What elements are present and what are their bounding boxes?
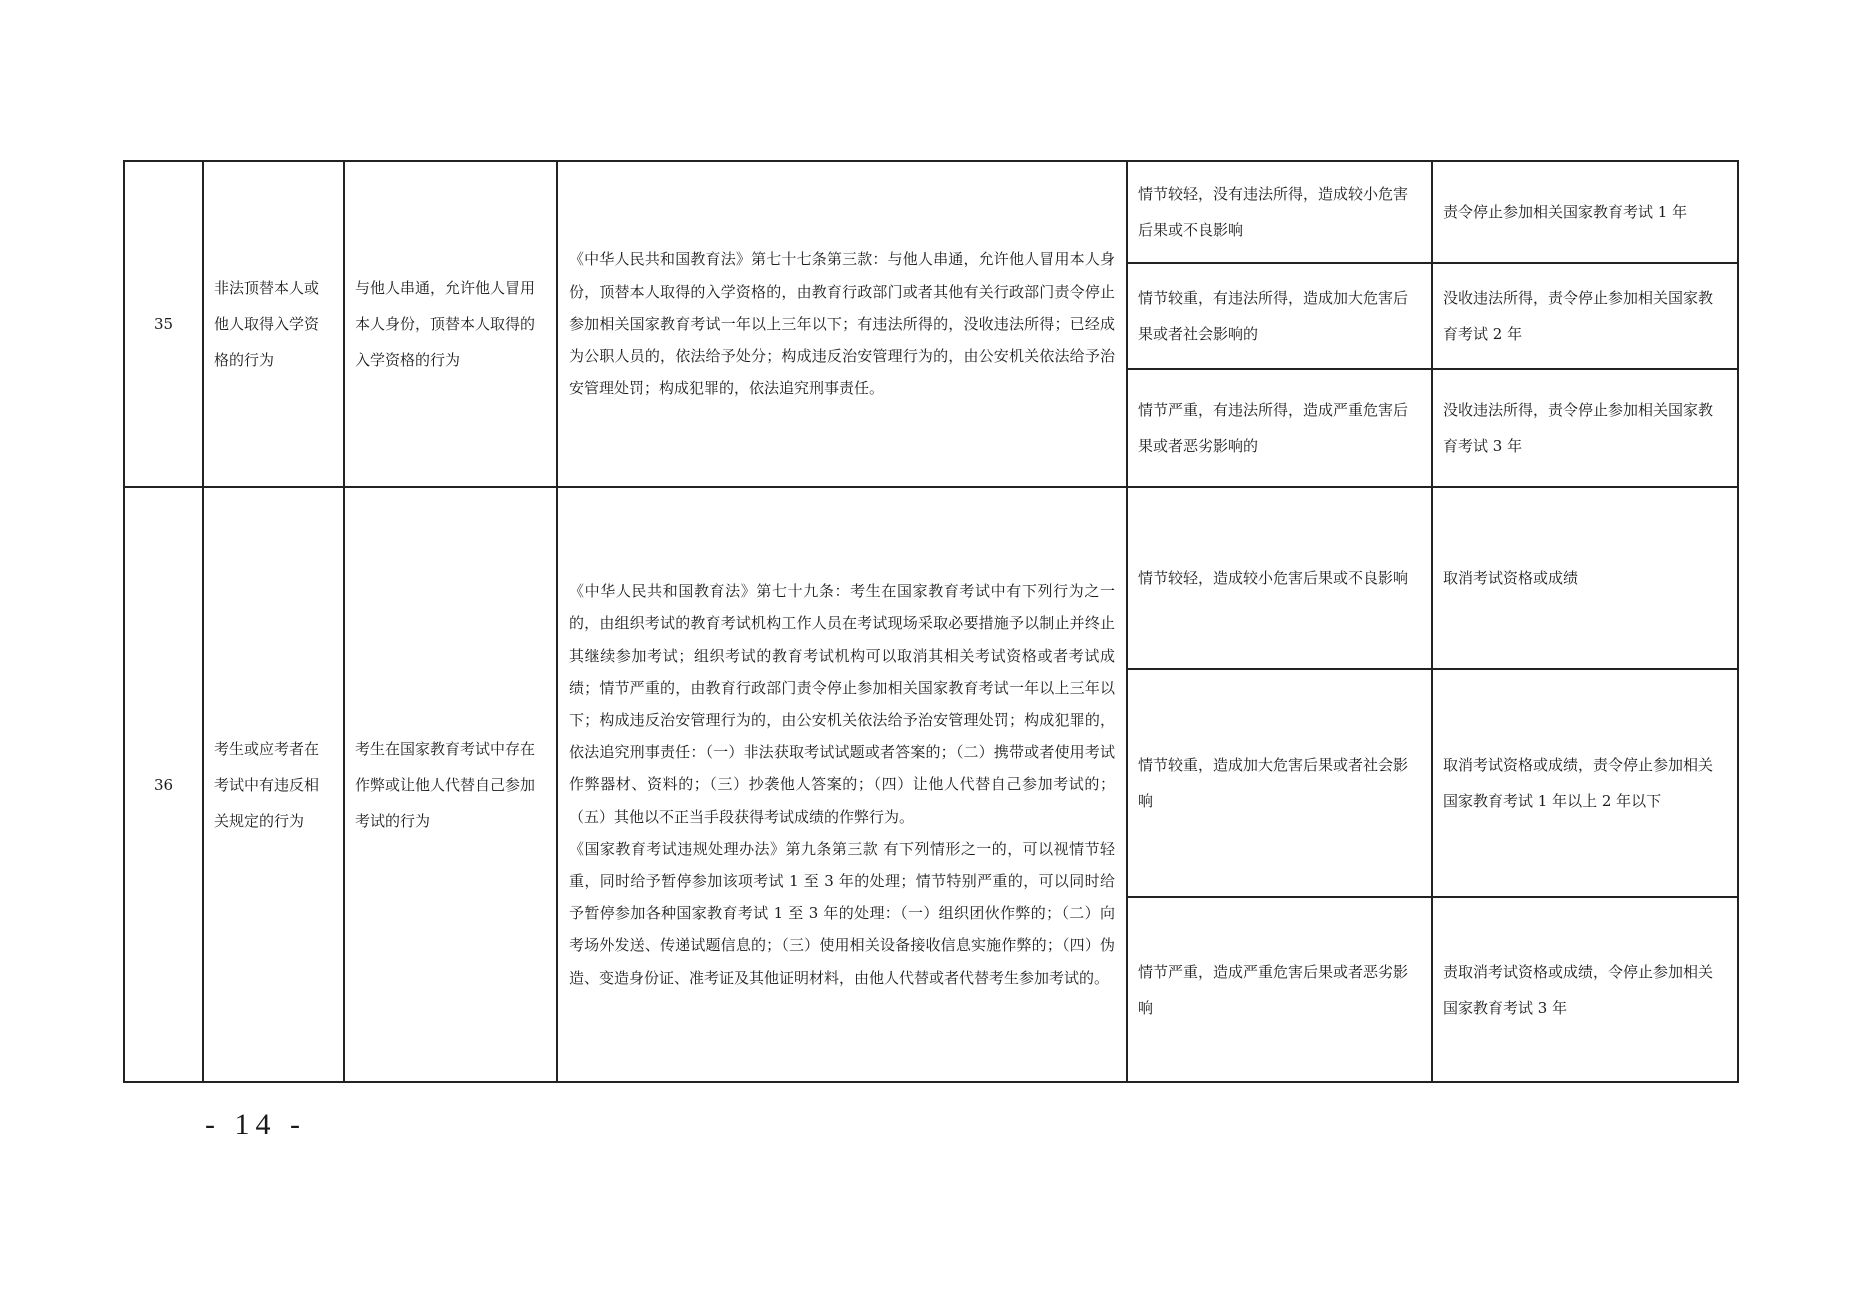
legal-basis-paragraph: 《中华人民共和国教育法》第七十九条：考生在国家教育考试中有下列行为之一的，由组织考试的教育考试机构工作人员在考试现场采取必要措施予以制止并终止其继续参加考试；组织考试的教育考试机构可以取消其相关考试资格或者考试成绩；情节严重的，由教育行政部门责令停止参加相关国家教育考试一年以上三年以下；构成违反治安管理行为的，由公安机关依法给予治安管理处罚；构成犯罪的，依法追究刑事责任：（一）非法获取考试试题或者答案的；（二）携带或者使用考试作弊器材、资料的；（三）抄袭他人答案的；（四）让他人代替自己参加考试的；（五）其他以不正当手段获得考试成绩的作弊行为。	[569, 582, 1115, 826]
page-number: - 14 -	[205, 1108, 306, 1141]
violation-behavior: 考生或应考者在考试中有违反相关规定的行为	[203, 487, 344, 1082]
violation-description: 考生在国家教育考试中存在作弊或让他人代替自己参加考试的行为	[344, 487, 557, 1082]
penalty: 责令停止参加相关国家教育考试 1 年	[1432, 161, 1738, 263]
penalty: 没收违法所得，责令停止参加相关国家教育考试 2 年	[1432, 263, 1738, 369]
circumstance: 情节较轻，造成较小危害后果或不良影响	[1127, 487, 1432, 669]
penalty: 取消考试资格或成绩，责令停止参加相关国家教育考试 1 年以上 2 年以下	[1432, 669, 1738, 897]
violation-description: 与他人串通，允许他人冒用本人身份，顶替本人取得的入学资格的行为	[344, 161, 557, 487]
circumstance: 情节严重，有违法所得，造成严重危害后果或者恶劣影响的	[1127, 369, 1432, 487]
row-number: 36	[124, 487, 203, 1082]
penalty: 没收违法所得，责令停止参加相关国家教育考试 3 年	[1432, 369, 1738, 487]
penalty: 责取消考试资格或成绩，令停止参加相关国家教育考试 3 年	[1432, 897, 1738, 1082]
legal-basis-paragraph: 《中华人民共和国教育法》第七十七条第三款：与他人串通，允许他人冒用本人身份，顶替本人取得的入学资格的，由教育行政部门或者其他有关行政部门责令停止参加相关国家教育考试一年以上三年以下；有违法所得的，没收违法所得；已经成为公职人员的，依法给予处分；构成违反治安管理行为的，由公安机关依法给予治安管理处罚；构成犯罪的，依法追究刑事责任。	[569, 250, 1115, 398]
penalty: 取消考试资格或成绩	[1432, 487, 1738, 669]
legal-basis	[557, 487, 1127, 1082]
penalty-standards-table	[123, 160, 1739, 1083]
circumstance: 情节较重，有违法所得，造成加大危害后果或者社会影响的	[1127, 263, 1432, 369]
violation-behavior: 非法顶替本人或他人取得入学资格的行为	[203, 161, 344, 487]
circumstance: 情节较重，造成加大危害后果或者社会影响	[1127, 669, 1432, 897]
circumstance: 情节严重，造成严重危害后果或者恶劣影响	[1127, 897, 1432, 1082]
legal-basis-paragraph: 《国家教育考试违规处理办法》第九条第三款 有下列情形之一的，可以视情节轻重，同时给予暂停参加该项考试 1 至 3 年的处理；情节特别严重的，可以同时给予暂停参加各种国家教育考试 1 至 3 年的处理：（一）组织团伙作弊的；（二）向考场外发送、传递试题信息的；（三）使用相关设备接收信息实施作弊的；（四）伪造、变造身份证、准考证及其他证明材料，由他人代替或者代替考生参加考试的。	[569, 839, 1115, 987]
table-row	[124, 161, 1738, 263]
circumstance: 情节较轻，没有违法所得，造成较小危害后果或不良影响	[1127, 161, 1432, 263]
row-number: 35	[124, 161, 203, 487]
table-row	[124, 487, 1738, 669]
legal-basis	[557, 161, 1127, 487]
